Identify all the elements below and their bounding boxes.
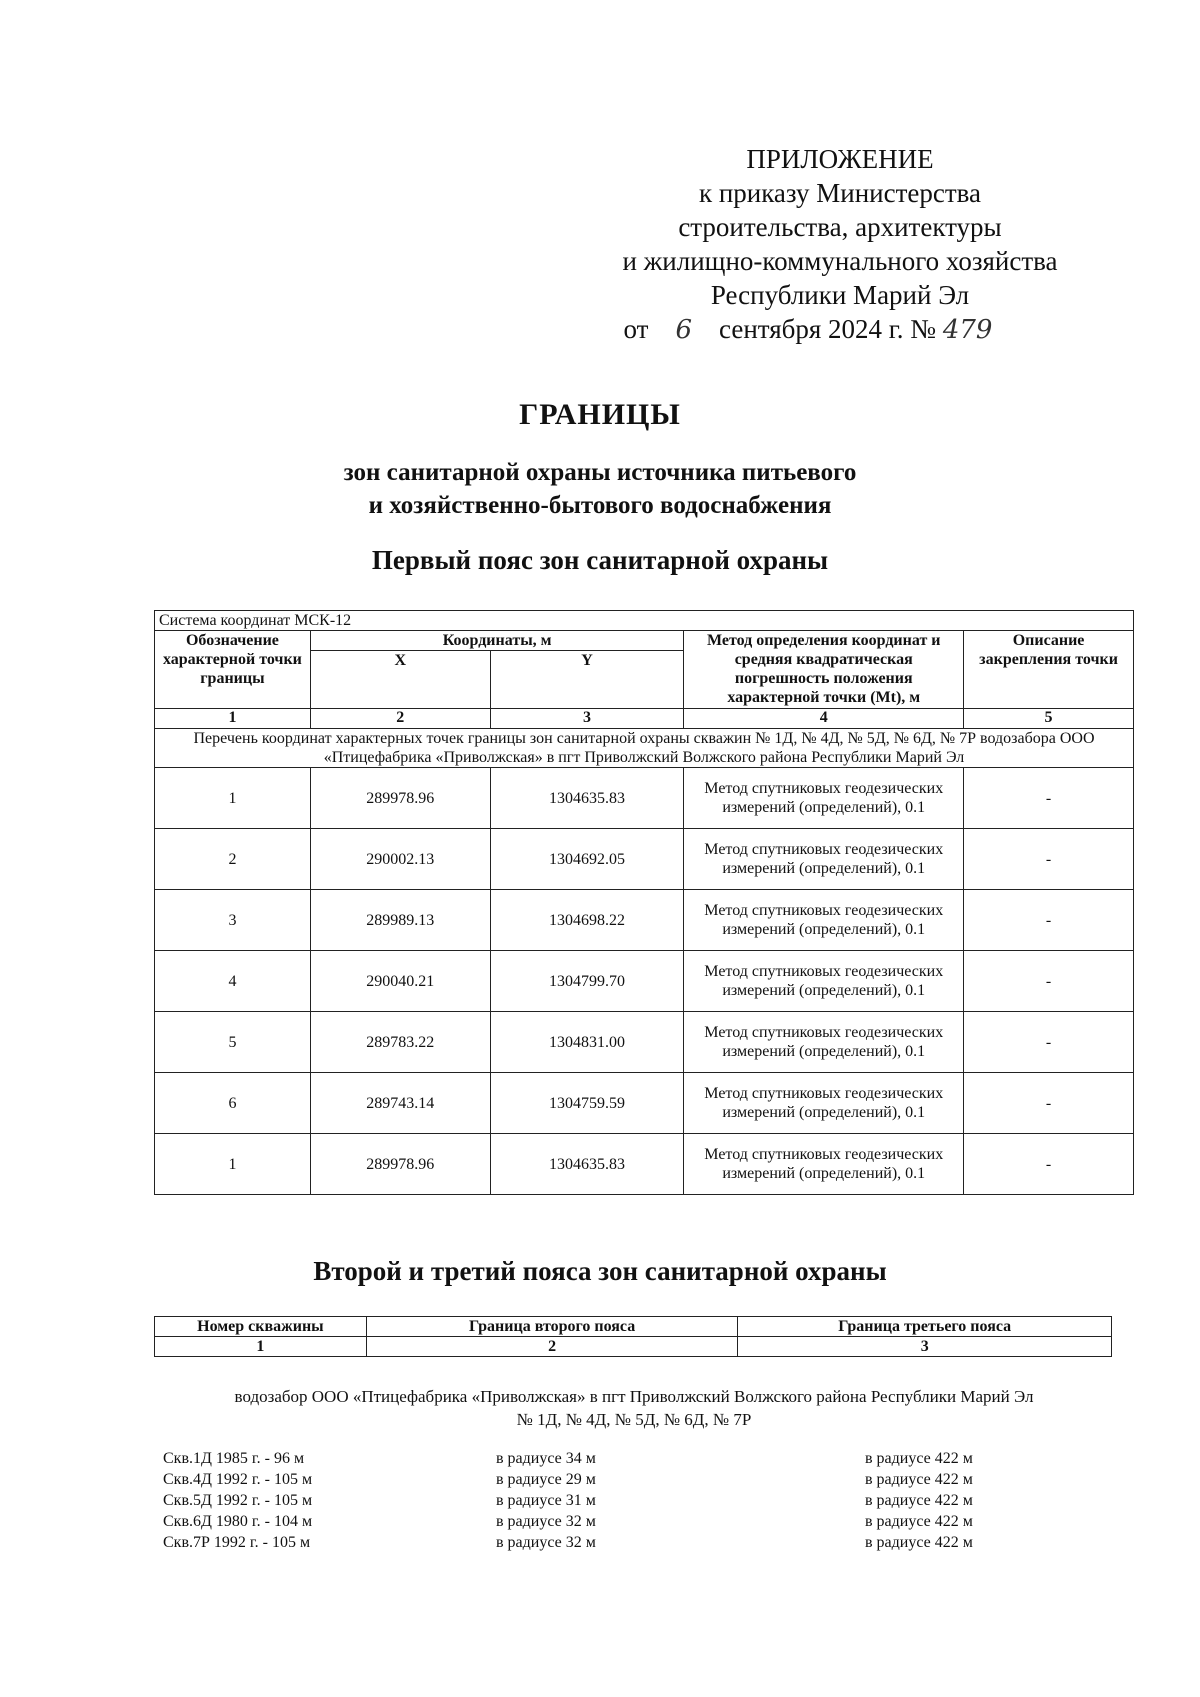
cell-point: 4 [155, 951, 311, 1012]
table-row [155, 1134, 1134, 1195]
well-third-zone: в радиусе 422 м [865, 1492, 973, 1509]
cell-x: 289989.13 [310, 890, 490, 951]
table-row [155, 768, 1134, 829]
cell-y: 1304759.59 [490, 1073, 684, 1134]
order-day: 6 [675, 315, 693, 345]
cell-desc: - [964, 1134, 1134, 1195]
header-third-zone: Граница третьего пояса [738, 1317, 1112, 1337]
well-third-zone: в радиусе 422 м [865, 1513, 973, 1530]
cell-x: 290040.21 [310, 951, 490, 1012]
order-line [528, 312, 1088, 347]
cell-y: 1304635.83 [490, 1134, 684, 1195]
order-number: 479 [942, 315, 993, 345]
cell-desc: - [964, 1073, 1134, 1134]
cell-point: 5 [155, 1012, 311, 1073]
table-row [155, 1012, 1134, 1073]
cell-desc: - [964, 1012, 1134, 1073]
col-number: 5 [964, 709, 1134, 729]
cell-method: Метод спутниковых геодезических измерений (определений), 0.1 [684, 1134, 964, 1195]
coord-system: Система координат МСК-12 [155, 611, 1134, 631]
well-name: Скв.7Р 1992 г. - 105 м [163, 1534, 311, 1551]
header-x: X [310, 651, 490, 709]
list-item [163, 1469, 1123, 1490]
document-subtitle-line-2: и хозяйственно-бытового водоснабжения [368, 492, 832, 519]
table-row [155, 829, 1134, 890]
well-third-zone: в радиусе 422 м [865, 1534, 973, 1551]
cell-y: 1304831.00 [490, 1012, 684, 1073]
well-second-zone: в радиусе 29 м [496, 1471, 596, 1488]
second-third-zone-table [154, 1316, 1112, 1357]
well-third-zone: в радиусе 422 м [865, 1450, 973, 1467]
well-second-zone: в радиусе 32 м [496, 1534, 596, 1551]
header-second-zone: Граница второго пояса [366, 1317, 738, 1337]
cell-x: 289783.22 [310, 1012, 490, 1073]
header-point: Обозначение характерной точки границы [155, 631, 311, 709]
list-item [163, 1490, 1123, 1511]
intake-line-2: № 1Д, № 4Д, № 5Д, № 6Д, № 7Р [516, 1410, 752, 1429]
appendix-line-4: Республики Марий Эл [710, 280, 970, 310]
cell-y: 1304698.22 [490, 890, 684, 951]
list-item [163, 1511, 1123, 1532]
header-well-number: Номер скважины [155, 1317, 367, 1337]
cell-method: Метод спутниковых геодезических измерений (определений), 0.1 [684, 890, 964, 951]
col-number: 2 [310, 709, 490, 729]
appendix-title: ПРИЛОЖЕНИЕ [746, 144, 934, 174]
order-month-year: сентября 2024 г. № [719, 314, 937, 344]
intake-line-1: водозабор ООО «Птицефабрика «Приволжская» в пгт Приволжский Волжского района Республики Марий Эл [234, 1387, 1034, 1406]
table-row [155, 1073, 1134, 1134]
well-name: Скв.6Д 1980 г. - 104 м [163, 1513, 313, 1530]
appendix-header [560, 142, 1120, 347]
cell-point: 3 [155, 890, 311, 951]
cell-x: 289743.14 [310, 1073, 490, 1134]
well-name: Скв.4Д 1992 г. - 105 м [163, 1471, 313, 1488]
cell-y: 1304635.83 [490, 768, 684, 829]
appendix-line-2: строительства, архитектуры [678, 212, 1002, 242]
cell-point: 1 [155, 768, 311, 829]
well-second-zone: в радиусе 34 м [496, 1450, 596, 1467]
water-intake-caption [154, 1385, 1114, 1431]
cell-point: 6 [155, 1073, 311, 1134]
section1-title: Первый пояс зон санитарной охраны [371, 545, 829, 575]
document-subtitle [0, 456, 1200, 522]
cell-point: 2 [155, 829, 311, 890]
first-zone-table [154, 610, 1134, 1195]
cell-x: 290002.13 [310, 829, 490, 890]
order-from: от [623, 314, 649, 344]
col-number: 3 [738, 1337, 1112, 1357]
cell-point: 1 [155, 1134, 311, 1195]
list-item [163, 1532, 1123, 1553]
cell-method: Метод спутниковых геодезических измерений (определений), 0.1 [684, 951, 964, 1012]
appendix-line-3: и жилищно-коммунального хозяйства [622, 246, 1058, 276]
cell-y: 1304799.70 [490, 951, 684, 1012]
table-row [155, 951, 1134, 1012]
header-method: Метод определения координат и средняя квадратическая погрешность положения характерной точки (Mt), м [684, 631, 964, 709]
header-y: Y [490, 651, 684, 709]
cell-method: Метод спутниковых геодезических измерений (определений), 0.1 [684, 768, 964, 829]
list-caption: Перечень координат характерных точек границы зон санитарной охраны скважин № 1Д, № 4Д, № 5Д, № 6Д, № 7Р водозабора ООО «Птицефабрика «Приволжская» в пгт Приволжский Волжского района Республики Марий Эл [155, 729, 1134, 768]
cell-desc: - [964, 890, 1134, 951]
header-coords: Координаты, м [310, 631, 684, 651]
well-third-zone: в радиусе 422 м [865, 1471, 973, 1488]
cell-method: Метод спутниковых геодезических измерений (определений), 0.1 [684, 829, 964, 890]
cell-method: Метод спутниковых геодезических измерений (определений), 0.1 [684, 1073, 964, 1134]
cell-x: 289978.96 [310, 768, 490, 829]
header-desc: Описание закрепления точки [964, 631, 1134, 709]
table-row [155, 890, 1134, 951]
list-item [163, 1448, 1123, 1469]
col-number: 1 [155, 1337, 367, 1357]
document-subtitle-line-1: зон санитарной охраны источника питьевого [343, 459, 857, 486]
cell-desc: - [964, 951, 1134, 1012]
section2-title: Второй и третий пояса зон санитарной охраны [313, 1256, 887, 1286]
col-number: 3 [490, 709, 684, 729]
well-name: Скв.5Д 1992 г. - 105 м [163, 1492, 313, 1509]
cell-desc: - [964, 768, 1134, 829]
col-number: 2 [366, 1337, 738, 1357]
well-second-zone: в радиусе 31 м [496, 1492, 596, 1509]
cell-desc: - [964, 829, 1134, 890]
col-number: 1 [155, 709, 311, 729]
well-second-zone: в радиусе 32 м [496, 1513, 596, 1530]
wells-list [163, 1448, 1123, 1553]
cell-method: Метод спутниковых геодезических измерений (определений), 0.1 [684, 1012, 964, 1073]
col-number: 4 [684, 709, 964, 729]
document-title: ГРАНИЦЫ [519, 398, 681, 431]
appendix-line-1: к приказу Министерства [698, 178, 982, 208]
well-name: Скв.1Д 1985 г. - 96 м [163, 1450, 305, 1467]
cell-x: 289978.96 [310, 1134, 490, 1195]
cell-y: 1304692.05 [490, 829, 684, 890]
